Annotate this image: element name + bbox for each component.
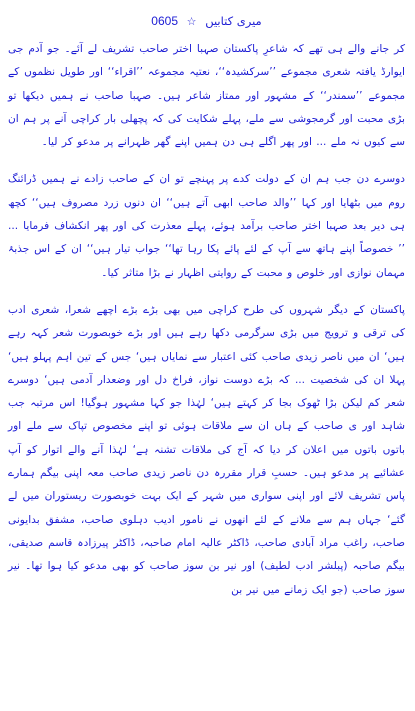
- star-icon: ☆: [186, 15, 197, 28]
- page-header: [8, 12, 405, 34]
- paragraph-3: پاکستان کے دیگر شہروں کی طرح کراچی میں بھی بڑے بڑے اچھے شعرا، شعری ادب کی ترقی و ترویج میں بڑی سرگرمی دکھا رہے ہیں اور بڑے خوبصورت شعر کہہ رہے ہیں‘ ان میں ناصر زیدی صاحب کئی اعتبار سے نمایاں ہیں‘ جس کے تین اہم پہلو ہیں‘ پہلا ان کی شخصیت ... کہ بڑے دوست نواز، فراخ دل اور وضعدار آدمی ہیں‘ دوسرے شعر کم لیکن بڑا ٹھوک بجا کر کہتے ہیں‘ لہٰذا جو کہا مشہور ہوگیا! اس مرتبہ جب شاہد اور ی صاحب کے ہاں ان سے ملاقات ہوئی تو اپنے مخصوص تپاک سے ملے اور باتوں باتوں میں اعلان کر دیا کہ آج کی ملاقات تشنہ ہے‘ لہٰذا آنے والے اتوار کو آپ عشائیے پر مدعو ہیں۔ حسبِ قرار مقررہ دن ناصر زیدی صاحب معہ اپنی بیگم ہمارے پاس تشریف لائے اور اپنی سواری میں شہر کے ایک بہت خوبصورت ریستوران میں لے گئے‘ جہاں ہم سے ملانے کے لئے انھوں نے نامور ادیب دہلوی صاحب، مشفق بدایونی صاحب، راغب مراد آبادی صاحب، ڈاکٹر عالیہ امام صاحبہ، ڈاکٹر پیرزادہ قاسم صدیقی، بیگم صاحبہ (پبلشر ادب لطیف) اور نیر بن سوز صاحب کو بھی مدعو کیا ہوا تھا۔ نیر سوز صاحب (جو ایک زمانے میں نیر بن: [8, 303, 405, 596]
- book-title: میری کتابیں: [205, 14, 262, 28]
- page-number: 0605: [151, 14, 178, 28]
- paragraph-1: کر جانے والے ہی تھے کہ شاعرِ پاکستان صہبا اختر صاحب تشریف لے آئے۔ جو آدم جی ایوارڈ یافتہ شعری مجموعے ’’سرکشیدہ‘‘، نعتیہ مجموعہ ’’اقراء‘‘ اور طویل نظموں کے مجموعے ’’سمندر‘‘ کے مشہور اور ممتاز شاعر ہیں۔ صہبا صاحب نے ہمیں دیکھا تو بڑی محبت اور گرمجوشی سے ملے، پہلے شکایت کی کہ پچھلی بار کراچی آنے پر ہم ان سے کیوں نہ ملے ... اور پھر اگلے ہی دن ہمیں اپنے گھر ظہرانے پر مدعو کر لیا۔: [8, 43, 405, 149]
- paragraph-2: دوسرے دن جب ہم ان کے دولت کدے پر پہنچے تو ان کے صاحب زادے نے ہمیں ڈرائنگ روم میں بٹھایا اور کہا ’’والد صاحب ابھی آتے ہیں‘‘ ان دنوں زرد مصروف ہیں‘‘ کچھ ہی دیر بعد صہبا اختر صاحب برآمد ہوئے، پہلے معذرت کی اور پھر انکشاف فرمایا ... ’’ خصوصاً اپنے ہاتھ سے آپ کے لئے پائے پکا رہا تھا‘‘ جواب تیار ہیں‘‘ ان کے اس جذبۂ مہمان نوازی اور خلوص و محبت کے روایتی اظہار نے بڑا متاثر کیا۔: [8, 173, 405, 279]
